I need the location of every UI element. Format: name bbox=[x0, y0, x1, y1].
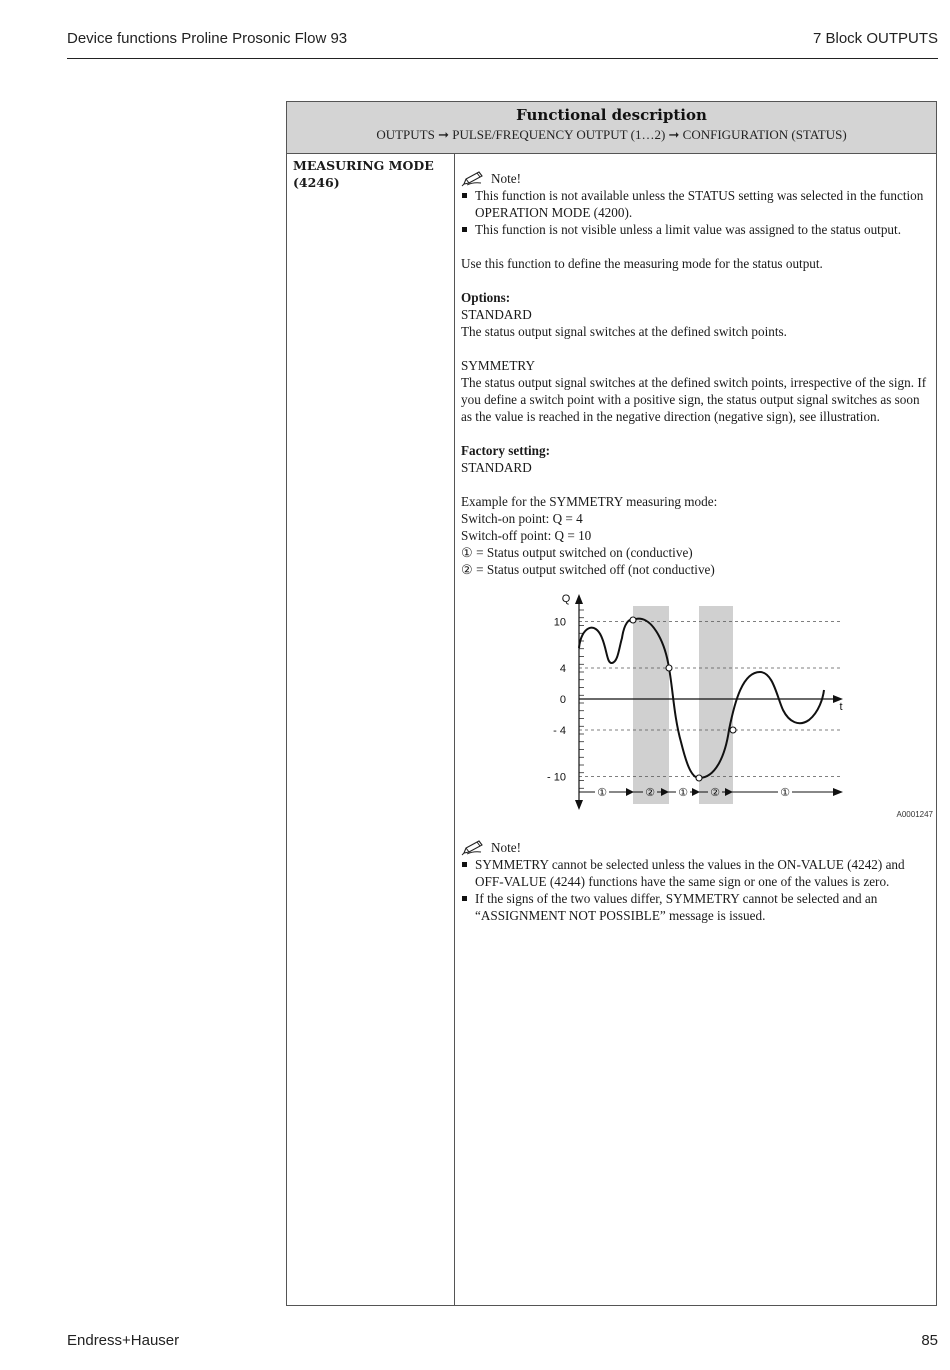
state-marker: ② bbox=[710, 786, 720, 799]
note-label: Note! bbox=[491, 840, 522, 855]
pencil-icon bbox=[461, 170, 491, 187]
y-tick-label: 4 bbox=[559, 663, 566, 675]
example-title: Example for the SYMMETRY measuring mode: bbox=[461, 494, 718, 509]
note-item: SYMMETRY cannot be selected unless the values in the ON-VALUE (4242) and OFF-VALUE (4244) functions have the same sign or one of the values is zero. bbox=[461, 856, 933, 890]
note-item: This function is not visible unless a limit value was assigned to the status output. bbox=[461, 221, 933, 238]
note-item: This function is not available unless the STATUS setting was selected in the function OPERATION MODE (4200). bbox=[461, 187, 933, 221]
pencil-icon bbox=[461, 839, 491, 856]
header-doc-title: Device functions Proline Prosonic Flow 93 bbox=[67, 30, 348, 47]
menu-path: OUTPUTS ➞ PULSE/FREQUENCY OUTPUT (1…2) ➞ CONFIGURATION (STATUS) bbox=[376, 127, 847, 142]
y-tick-label: - 4 bbox=[553, 725, 566, 737]
note-list bbox=[461, 856, 933, 924]
symmetry-illustration bbox=[461, 582, 933, 822]
note-heading bbox=[461, 170, 933, 187]
state-change-arrow bbox=[692, 788, 700, 796]
y-axis-label: Q bbox=[561, 593, 571, 605]
example-switch-off: Switch-off point: Q = 10 bbox=[461, 528, 592, 543]
options-label: Options: bbox=[461, 290, 511, 305]
y-axis-tick-labels bbox=[547, 617, 566, 784]
function-name-cell bbox=[293, 157, 448, 191]
switch-point-marker bbox=[666, 665, 672, 671]
switch-point-marker bbox=[730, 727, 736, 733]
page-footer bbox=[67, 1332, 938, 1354]
symmetry-diagram bbox=[461, 582, 933, 822]
state-marker: ① bbox=[780, 786, 790, 799]
x-axis-label: t bbox=[839, 701, 843, 713]
switch-point-marker bbox=[696, 775, 702, 781]
off-state-band bbox=[699, 606, 733, 804]
figure-id: A0001247 bbox=[896, 810, 933, 819]
table-header bbox=[287, 102, 936, 154]
legend-on: ① = Status output switched on (conductive) bbox=[461, 545, 693, 560]
note-list bbox=[461, 187, 933, 238]
y-tick-label: 10 bbox=[553, 616, 566, 629]
state-marker: ① bbox=[597, 786, 607, 799]
column-divider bbox=[454, 153, 455, 1305]
y-tick-label: - 10 bbox=[547, 771, 566, 784]
page-number: 85 bbox=[921, 1332, 938, 1349]
function-code: (4246) bbox=[293, 175, 340, 190]
note-heading bbox=[461, 839, 933, 856]
state-marker: ① bbox=[678, 786, 688, 799]
state-timeline-arrow bbox=[833, 788, 843, 796]
page-header bbox=[67, 30, 938, 59]
note-item: If the signs of the two values differ, SYMMETRY cannot be selected and an “ASSIGNMENT NOT POSSIBLE” message is issued. bbox=[461, 890, 933, 924]
legend-off: ② = Status output switched off (not conductive) bbox=[461, 562, 715, 577]
example-switch-on: Switch-on point: Q = 4 bbox=[461, 511, 583, 526]
option-symmetry-name: SYMMETRY bbox=[461, 358, 536, 373]
state-change-arrow bbox=[626, 788, 634, 796]
function-description bbox=[461, 170, 933, 924]
y-axis-arrow-down bbox=[575, 800, 583, 810]
function-name: MEASURING MODE bbox=[293, 158, 434, 173]
header-chapter: 7 Block OUTPUTS bbox=[812, 30, 938, 47]
off-state-band bbox=[633, 606, 669, 804]
factory-setting-value: STANDARD bbox=[461, 460, 532, 475]
option-symmetry-desc: The status output signal switches at the defined switch points, irrespective of the sign. If you define a switch point with a positive sign, the status output signal switches as soon as the value is reached in the negative direction (negative sign), see illustration. bbox=[461, 375, 927, 424]
option-standard-desc: The status output signal switches at the defined switch points. bbox=[461, 324, 787, 339]
note-label: Note! bbox=[491, 171, 522, 186]
state-marker: ② bbox=[645, 786, 655, 799]
switch-point-marker bbox=[630, 617, 636, 623]
factory-setting-label: Factory setting: bbox=[461, 443, 550, 458]
y-axis-arrow-up bbox=[575, 594, 583, 604]
footer-brand: Endress+Hauser bbox=[67, 1332, 180, 1349]
y-tick-label: 0 bbox=[559, 694, 566, 706]
table-title: Functional description bbox=[516, 106, 707, 124]
intro-text: Use this function to define the measuring mode for the status output. bbox=[461, 256, 823, 271]
function-table bbox=[286, 101, 937, 1306]
option-standard-name: STANDARD bbox=[461, 307, 532, 322]
off-state-shading bbox=[633, 606, 733, 804]
